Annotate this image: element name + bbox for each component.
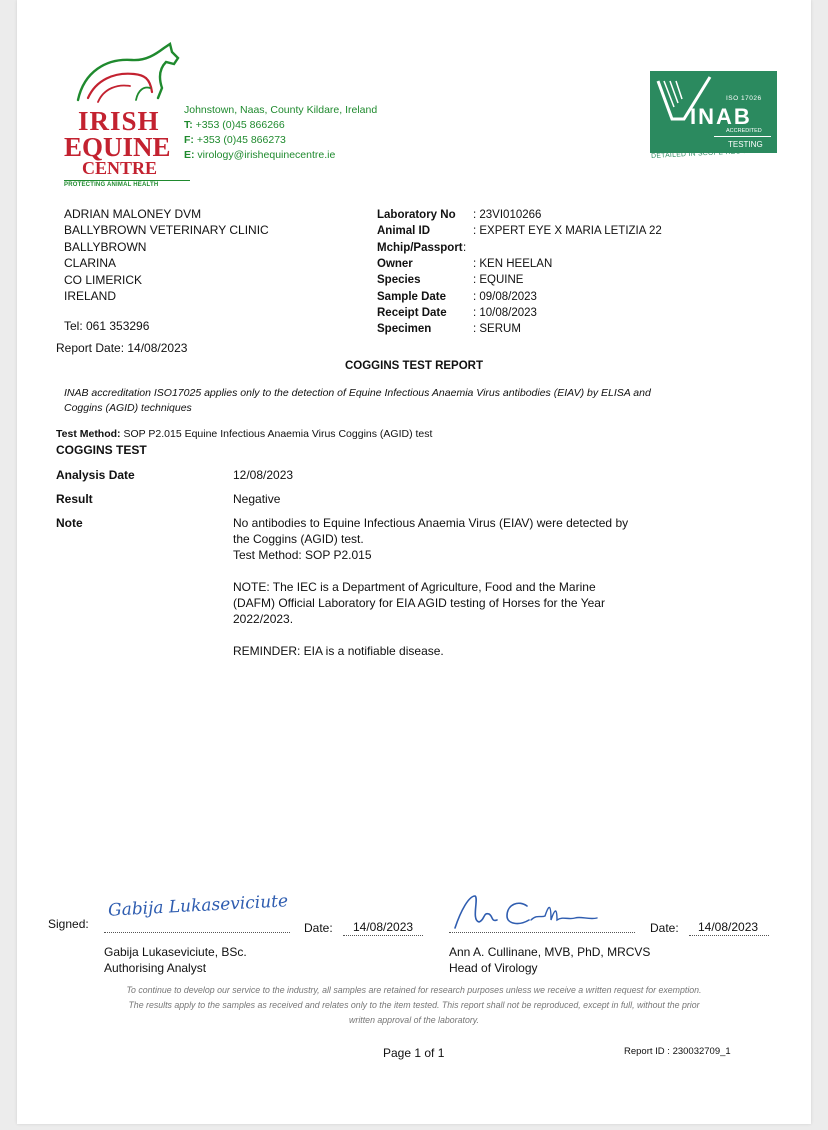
email-value: virology@irishequinecentre.ie [197, 149, 336, 161]
left-signature-line [104, 932, 290, 933]
detail-label: Specimen [377, 323, 432, 336]
right-signatory-name: Ann A. Cullinane, MVB, PhD, MRCVS [449, 945, 651, 959]
recipient-line: IRELAND [64, 289, 117, 304]
detail-label: Species [377, 274, 421, 287]
detail-value: : EXPERT EYE X MARIA LETIZIA 22 [473, 225, 662, 238]
recipient-line: BALLYBROWN VETERINARY CLINIC [64, 223, 269, 238]
fax-label: F: [184, 134, 194, 146]
phone-label: T: [184, 119, 193, 131]
recipient-tel: Tel: 061 353296 [64, 319, 150, 333]
recipient-line: BALLYBROWN [64, 239, 147, 254]
logo-divider [64, 180, 190, 181]
result-label: Result [56, 492, 93, 506]
page-number: Page 1 of 1 [383, 1046, 445, 1060]
lab-email [184, 148, 377, 163]
detail-label: Laboratory No [377, 209, 456, 221]
note-line: (DAFM) Official Laboratory for EIA AGID testing of Horses for the Year [233, 596, 605, 610]
footer-disclaimer [57, 983, 771, 1028]
fax-value: +353 (0)45 866273 [196, 134, 286, 146]
recipient-line: CLARINA [64, 256, 117, 271]
footer-line: The results apply to the samples as received and relates only to the item tested. This report shall not be reproduced, except in full, without the prior [128, 1000, 700, 1010]
right-date-line [689, 935, 769, 936]
test-method [56, 428, 432, 440]
report-title: COGGINS TEST REPORT [344, 360, 483, 372]
report-id: Report ID : 230032709_1 [624, 1046, 731, 1057]
lab-fax [184, 133, 377, 148]
detail-value: : 23VI010266 [473, 209, 542, 221]
left-date-value: 14/08/2023 [353, 920, 414, 934]
horse-icon [74, 42, 184, 108]
left-signature-script: Gabija Lukaseviciute [107, 891, 289, 921]
irish-equine-centre-logo [62, 42, 192, 194]
note-label: Note [56, 516, 83, 530]
detail-label: Sample Date [377, 290, 447, 303]
inab-brand: INAB [690, 104, 752, 129]
detail-value: : KEN HEELAN [473, 257, 553, 270]
inab-note [64, 386, 764, 416]
section-title: COGGINS TEST [56, 443, 147, 457]
left-date-line [343, 935, 423, 936]
footer-line: To continue to develop our service to the industry, all samples are retained for research purposes unless we receive a written request for exemption. [126, 985, 702, 995]
detail-label: Owner [377, 257, 413, 270]
phone-value: +353 (0)45 866266 [195, 119, 285, 131]
inab-accredited: ACCREDITED [726, 128, 762, 134]
inab-divider [714, 136, 771, 137]
note-line: NOTE: The IEC is a Department of Agriculture, Food and the Marine [233, 580, 596, 594]
inab-accreditation-badge [650, 71, 777, 153]
lab-contact [184, 103, 377, 163]
detail-value: : 10/08/2023 [473, 306, 537, 319]
test-method-value: SOP P2.015 Equine Infectious Anaemia Virus Coggins (AGID) test [120, 428, 433, 440]
result-value: Negative [233, 492, 281, 506]
inab-note-line: INAB accreditation ISO17025 applies only to the detection of Equine Infectious Anaemia Virus antibodies (EIAV) by ELISA and [64, 387, 651, 399]
analysis-date-value: 12/08/2023 [233, 468, 294, 482]
report-page [17, 0, 811, 1124]
inab-testing: TESTING [728, 140, 763, 149]
note-line: the Coggins (AGID) test. [233, 532, 364, 546]
right-date-label: Date: [650, 921, 679, 935]
test-method-label: Test Method: [56, 428, 121, 440]
left-signatory-name: Gabija Lukaseviciute, BSc. [104, 945, 247, 959]
detail-value: : [463, 241, 467, 254]
inab-iso: ISO 17026 [726, 95, 762, 102]
detail-label: Mchip/Passport [377, 241, 463, 254]
logo-line-equine: EQUINE [64, 132, 171, 162]
logo-line-centre: CENTRE [82, 158, 158, 178]
signed-label: Signed: [48, 917, 89, 931]
report-date: Report Date: 14/08/2023 [56, 341, 188, 355]
recipient-line: CO LIMERICK [64, 272, 143, 287]
right-signature [449, 890, 635, 934]
inab-scope: DETAILED IN SCOPE REG NO.151T [651, 146, 774, 160]
detail-label: Animal ID [377, 225, 431, 238]
recipient-line: ADRIAN MALONEY DVM [64, 207, 202, 221]
recipient-address [64, 206, 269, 304]
note-line: 2022/2023. [233, 612, 294, 626]
note-text [233, 515, 653, 659]
lab-phone [184, 118, 377, 133]
inab-note-line: Coggins (AGID) techniques [64, 402, 192, 414]
detail-value: : 09/08/2023 [473, 290, 537, 303]
detail-value: : SERUM [473, 323, 521, 336]
note-line: REMINDER: EIA is a notifiable disease. [233, 644, 444, 658]
logo-line-irish: IRISH [78, 106, 160, 136]
sample-details [377, 207, 697, 339]
lab-address: Johnstown, Naas, County Kildare, Ireland [184, 104, 378, 116]
note-line: No antibodies to Equine Infectious Anaemia Virus (EIAV) were detected by [233, 516, 629, 530]
detail-label: Receipt Date [377, 306, 447, 319]
right-signature-mark [449, 890, 609, 934]
left-date-label: Date: [304, 921, 333, 935]
note-line: Test Method: SOP P2.015 [233, 548, 372, 562]
analysis-date-label: Analysis Date [56, 468, 135, 482]
left-signatory-title: Authorising Analyst [104, 961, 207, 975]
right-signatory-title: Head of Virology [449, 961, 538, 975]
detail-value: : EQUINE [473, 274, 524, 287]
right-date-value: 14/08/2023 [698, 920, 759, 934]
left-signature [104, 890, 290, 934]
footer-line: written approval of the laboratory. [349, 1015, 479, 1025]
logo-tagline: PROTECTING ANIMAL HEALTH [64, 182, 159, 188]
email-label: E: [184, 149, 195, 161]
right-signature-line [449, 932, 635, 933]
